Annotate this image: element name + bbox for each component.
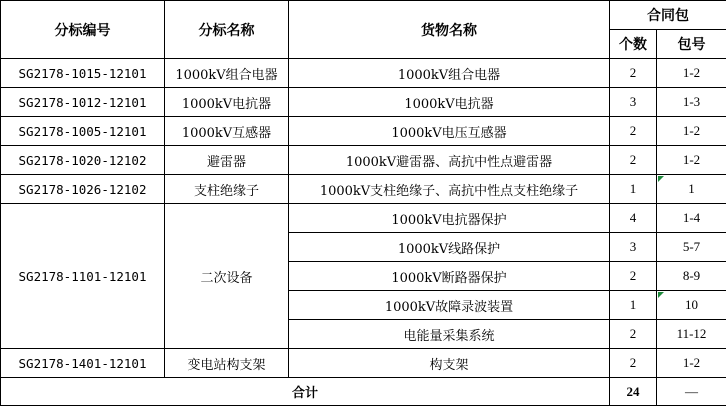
package-no-cell: 1-2 (657, 59, 726, 88)
goods-name-cell: 1000kV组合电器 (289, 59, 610, 88)
count-cell: 3 (610, 88, 657, 117)
goods-name-cell: 电能量采集系统 (289, 320, 610, 349)
count-cell: 2 (610, 59, 657, 88)
count-cell: 2 (610, 146, 657, 175)
lot-name-cell: 支柱绝缘子 (165, 175, 289, 204)
lot-name-cell: 避雷器 (165, 146, 289, 175)
count-cell: 2 (610, 320, 657, 349)
table-row (1, 146, 726, 175)
cell-comment-flag-icon (658, 292, 664, 298)
header-row-1 (1, 1, 726, 30)
package-no-cell: 8-9 (657, 262, 726, 291)
table-row (1, 88, 726, 117)
lot-name-cell: 1000kV组合电器 (165, 59, 289, 88)
lot-code-cell: SG2178-1101-12101 (1, 204, 165, 349)
lot-code-cell: SG2178-1020-12102 (1, 146, 165, 175)
count-cell: 2 (610, 349, 657, 378)
count-cell: 1 (610, 175, 657, 204)
goods-name-cell: 1000kV避雷器、高抗中性点避雷器 (289, 146, 610, 175)
goods-name-cell: 构支架 (289, 349, 610, 378)
lot-code-cell: SG2178-1026-12102 (1, 175, 165, 204)
header-lot-name: 分标名称 (165, 1, 289, 59)
cell-comment-flag-icon (658, 176, 664, 182)
goods-name-cell: 1000kV断路器保护 (289, 262, 610, 291)
goods-name-cell: 1000kV电抗器保护 (289, 204, 610, 233)
package-no-cell: 1-2 (657, 349, 726, 378)
package-no-cell: 11-12 (657, 320, 726, 349)
goods-name-cell: 1000kV故障录波装置 (289, 291, 610, 320)
lot-code-cell: SG2178-1401-12101 (1, 349, 165, 378)
count-cell: 2 (610, 117, 657, 146)
package-no-cell: 5-7 (657, 233, 726, 262)
goods-name-cell: 1000kV电抗器 (289, 88, 610, 117)
lot-code-cell: SG2178-1012-12101 (1, 88, 165, 117)
lot-code-cell: SG2178-1005-12101 (1, 117, 165, 146)
lot-name-cell: 变电站构支架 (165, 349, 289, 378)
package-no-cell: 1-3 (657, 88, 726, 117)
table-row (1, 59, 726, 88)
package-no-cell: 1-2 (657, 117, 726, 146)
lot-name-cell: 1000kV互感器 (165, 117, 289, 146)
count-cell: 4 (610, 204, 657, 233)
total-package-no: — (657, 378, 726, 406)
count-cell: 1 (610, 291, 657, 320)
package-no-cell: 1-2 (657, 146, 726, 175)
goods-name-cell: 1000kV支柱绝缘子、高抗中性点支柱绝缘子 (289, 175, 610, 204)
count-cell: 3 (610, 233, 657, 262)
table-row (1, 349, 726, 378)
header-lot-code: 分标编号 (1, 1, 165, 59)
goods-name-cell: 1000kV线路保护 (289, 233, 610, 262)
package-no-cell (657, 175, 726, 204)
lot-name-cell: 1000kV电抗器 (165, 88, 289, 117)
package-no-cell: 1-4 (657, 204, 726, 233)
count-cell: 2 (610, 262, 657, 291)
table-row (1, 204, 726, 233)
package-no-text: 1 (688, 181, 695, 196)
package-no-text: 10 (685, 297, 698, 312)
header-goods-name: 货物名称 (289, 1, 610, 59)
table-row (1, 175, 726, 204)
goods-name-cell: 1000kV电压互感器 (289, 117, 610, 146)
header-count: 个数 (610, 30, 657, 59)
header-package-group: 合同包 (610, 1, 726, 30)
total-count: 24 (610, 378, 657, 406)
total-row (1, 378, 726, 406)
package-no-cell (657, 291, 726, 320)
table-row (1, 117, 726, 146)
lot-name-cell: 二次设备 (165, 204, 289, 349)
header-package-no: 包号 (657, 30, 726, 59)
lot-code-cell: SG2178-1015-12101 (1, 59, 165, 88)
total-label: 合计 (1, 378, 610, 406)
